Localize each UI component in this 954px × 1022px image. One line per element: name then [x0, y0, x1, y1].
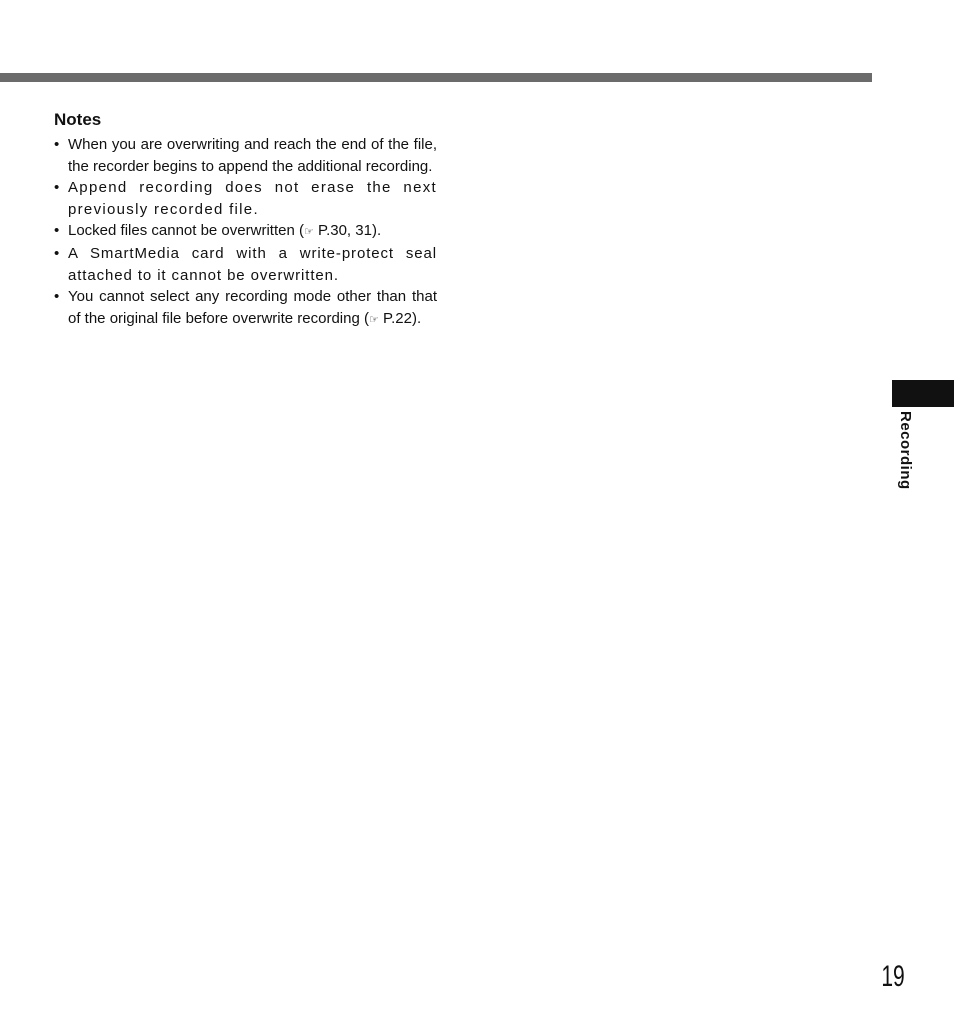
- note-text: A SmartMedia card with a write-protect seal attached to it cannot be overwritten.: [68, 244, 437, 284]
- note-item-append-recording: [54, 177, 437, 220]
- page-reference-icon: ☞: [303, 225, 314, 239]
- bullet-icon: •: [54, 222, 60, 240]
- note-item-smartmedia: [54, 243, 437, 286]
- note-text-reference: P.22).: [378, 309, 422, 327]
- note-text-reference: P.30, 31).: [313, 222, 382, 240]
- chapter-tab-label: Recording: [897, 411, 914, 490]
- bullet-icon: •: [54, 244, 60, 262]
- bullet-icon: •: [54, 179, 60, 197]
- note-text: Append recording does not erase the next previously recorded file.: [68, 179, 437, 218]
- page-number: 19: [881, 960, 905, 993]
- notes-section: [54, 110, 437, 330]
- bullet-icon: •: [54, 288, 60, 306]
- note-text: Locked files cannot be overwritten (: [68, 222, 304, 240]
- chapter-tab-marker: [892, 380, 954, 407]
- note-item-overwrite-end: [54, 134, 437, 177]
- note-text: You cannot select any recording mode other than that of the original file before overwrite recording (: [68, 288, 437, 327]
- notes-list: [54, 134, 437, 330]
- notes-heading: Notes: [54, 110, 102, 129]
- header-rule: [0, 73, 872, 82]
- bullet-icon: •: [54, 136, 60, 153]
- note-item-recording-mode: [54, 286, 437, 330]
- page-reference-icon: ☞: [368, 312, 379, 326]
- note-item-locked-files: [54, 220, 437, 243]
- note-text: When you are overwriting and reach the end of the file, the recorder begins to append the additional recording.: [68, 136, 437, 175]
